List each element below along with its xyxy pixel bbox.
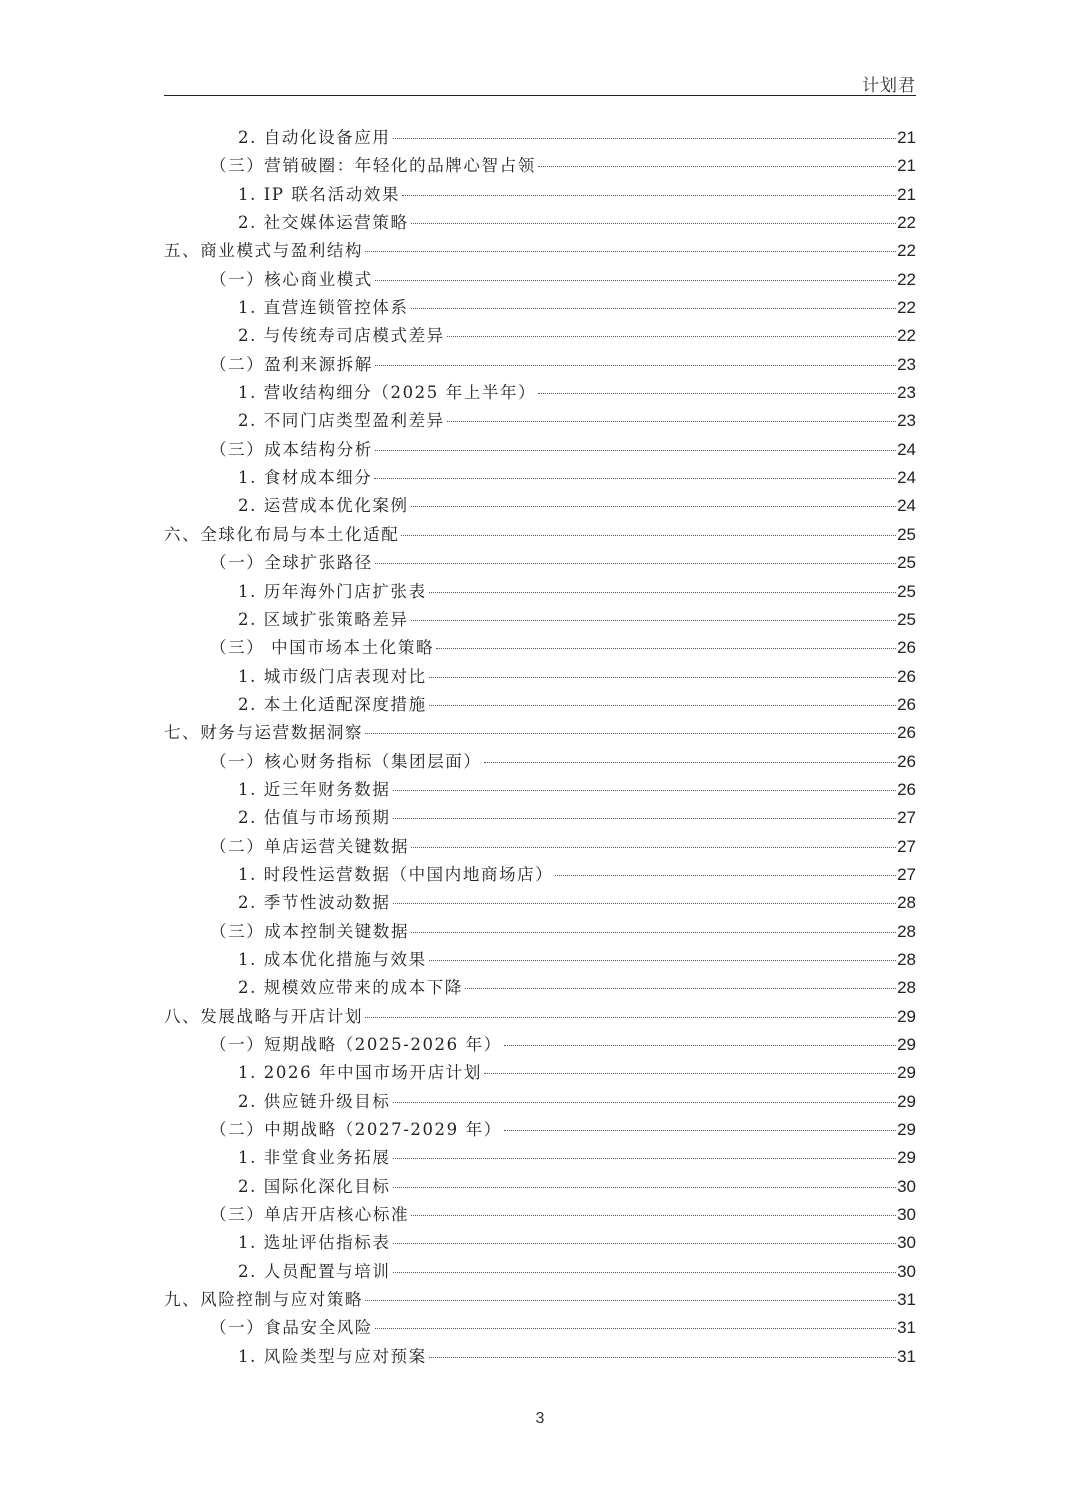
toc-entry[interactable] bbox=[164, 634, 916, 662]
toc-entry-title: 2. 区域扩张策略差异 bbox=[238, 609, 409, 629]
toc-entry-title: （一）食品安全风险 bbox=[210, 1318, 373, 1338]
toc-entry-page: 28 bbox=[897, 978, 916, 998]
toc-entry-title: 1. 近三年财务数据 bbox=[238, 779, 391, 799]
toc-dot-leader bbox=[429, 960, 896, 961]
toc-dot-leader bbox=[411, 308, 896, 309]
toc-entry-page: 26 bbox=[897, 723, 916, 743]
toc-entry-page: 23 bbox=[897, 411, 916, 431]
toc-entry[interactable] bbox=[164, 436, 916, 464]
toc-dot-leader bbox=[375, 563, 896, 564]
toc-entry[interactable] bbox=[164, 776, 916, 804]
toc-entry-page: 26 bbox=[897, 638, 916, 658]
toc-entry-page: 22 bbox=[897, 241, 916, 261]
toc-entry-title: 七、财务与运营数据洞察 bbox=[164, 723, 364, 743]
toc-entry-title: （三）营销破圈：年轻化的品牌心智占领 bbox=[210, 156, 536, 176]
toc-entry[interactable] bbox=[164, 691, 916, 719]
toc-entry[interactable] bbox=[164, 492, 916, 520]
toc-entry-page: 27 bbox=[897, 836, 916, 856]
toc-entry-page: 25 bbox=[897, 524, 916, 544]
toc-entry-page: 22 bbox=[897, 269, 916, 289]
toc-entry-title: （三）成本结构分析 bbox=[210, 439, 373, 459]
toc-entry-page: 25 bbox=[897, 609, 916, 629]
toc-entry-page: 29 bbox=[897, 1120, 916, 1140]
toc-entry[interactable] bbox=[164, 379, 916, 407]
toc-dot-leader bbox=[411, 1215, 896, 1216]
toc-entry-title: （三）单店开店核心标准 bbox=[210, 1205, 410, 1225]
toc-entry[interactable] bbox=[164, 833, 916, 861]
toc-entry[interactable] bbox=[164, 407, 916, 435]
toc-dot-leader bbox=[447, 336, 896, 337]
toc-entry-title: 2. 自动化设备应用 bbox=[238, 128, 391, 147]
toc-entry-title: 2. 季节性波动数据 bbox=[238, 893, 391, 913]
toc-entry-page: 30 bbox=[897, 1261, 916, 1281]
toc-entry[interactable] bbox=[164, 1116, 916, 1144]
toc-entry-page: 31 bbox=[897, 1290, 916, 1310]
toc-entry[interactable] bbox=[164, 294, 916, 322]
toc-dot-leader bbox=[484, 762, 897, 763]
toc-dot-leader bbox=[504, 1130, 896, 1131]
page-header-title: 计划君 bbox=[862, 76, 916, 96]
toc-entry[interactable] bbox=[164, 209, 916, 237]
toc-entry-title: 1. 选址评估指标表 bbox=[238, 1233, 391, 1253]
toc-entry[interactable] bbox=[164, 1286, 916, 1314]
toc-entry-title: 2. 与传统寿司店模式差异 bbox=[238, 326, 445, 346]
toc-dot-leader bbox=[365, 251, 896, 252]
toc-entry[interactable] bbox=[164, 748, 916, 776]
toc-dot-leader bbox=[365, 733, 896, 734]
toc-entry-title: 1. 时段性运营数据（中国内地商场店） bbox=[238, 864, 554, 884]
toc-entry[interactable] bbox=[164, 606, 916, 634]
toc-entry-title: （二）中期战略（2027-2029 年） bbox=[210, 1120, 502, 1140]
toc-entry[interactable] bbox=[164, 464, 916, 492]
toc-entry[interactable] bbox=[164, 1258, 916, 1286]
toc-dot-leader bbox=[429, 592, 896, 593]
toc-dot-leader bbox=[436, 648, 896, 649]
toc-entry-page: 25 bbox=[897, 553, 916, 573]
toc-entry-title: 1. 历年海外门店扩张表 bbox=[238, 581, 427, 601]
toc-dot-leader bbox=[393, 790, 897, 791]
toc-entry-page: 24 bbox=[897, 439, 916, 459]
toc-entry-title: 2. 运营成本优化案例 bbox=[238, 496, 409, 516]
toc-entry[interactable] bbox=[164, 124, 916, 152]
toc-entry-page: 31 bbox=[897, 1346, 916, 1366]
header-divider bbox=[164, 95, 916, 96]
toc-entry[interactable] bbox=[164, 889, 916, 917]
toc-entry-title: 2. 本土化适配深度措施 bbox=[238, 694, 427, 714]
toc-entry-title: （三）成本控制关键数据 bbox=[210, 921, 410, 941]
toc-entry[interactable] bbox=[164, 918, 916, 946]
toc-entry-page: 25 bbox=[897, 581, 916, 601]
toc-entry[interactable] bbox=[164, 946, 916, 974]
toc-entry-page: 29 bbox=[897, 1035, 916, 1054]
toc-dot-leader bbox=[393, 1272, 897, 1273]
toc-dot-leader bbox=[429, 677, 896, 678]
toc-dot-leader bbox=[365, 1300, 896, 1301]
toc-entry[interactable] bbox=[164, 521, 916, 549]
toc-entry-title: 1. 风险类型与应对预案 bbox=[238, 1346, 427, 1366]
toc-entry-title: （一）全球扩张路径 bbox=[210, 553, 373, 573]
toc-dot-leader bbox=[393, 138, 897, 139]
toc-entry[interactable] bbox=[164, 974, 916, 1002]
toc-entry-title: （二）盈利来源拆解 bbox=[210, 354, 373, 374]
toc-entry-page: 22 bbox=[897, 213, 916, 233]
toc-entry-title: （二）单店运营关键数据 bbox=[210, 836, 410, 856]
toc-entry[interactable] bbox=[164, 1144, 916, 1172]
toc-entry-page: 26 bbox=[897, 694, 916, 714]
toc-entry-page: 24 bbox=[897, 468, 916, 488]
toc-dot-leader bbox=[401, 535, 896, 536]
toc-entry-page: 28 bbox=[897, 949, 916, 969]
toc-dot-leader bbox=[447, 421, 896, 422]
toc-dot-leader bbox=[393, 818, 897, 819]
toc-dot-leader bbox=[429, 1357, 896, 1358]
toc-dot-leader bbox=[375, 280, 896, 281]
toc-entry[interactable] bbox=[164, 152, 916, 180]
toc-entry[interactable] bbox=[164, 1003, 916, 1031]
toc-entry-title: （一）核心财务指标（集团层面） bbox=[210, 751, 482, 771]
toc-entry-title: 2. 社交媒体运营策略 bbox=[238, 213, 409, 233]
toc-entry[interactable] bbox=[164, 719, 916, 747]
toc-entry-page: 27 bbox=[897, 864, 916, 884]
toc-entry-title: 2. 规模效应带来的成本下降 bbox=[238, 978, 463, 998]
toc-dot-leader bbox=[393, 1158, 897, 1159]
toc-entry[interactable] bbox=[164, 578, 916, 606]
toc-entry-title: 1. 成本优化措施与效果 bbox=[238, 949, 427, 969]
toc-entry-page: 21 bbox=[897, 156, 916, 176]
toc-entry-title: （三） 中国市场本土化策略 bbox=[210, 638, 435, 658]
toc-dot-leader bbox=[411, 223, 896, 224]
toc-entry[interactable] bbox=[164, 237, 916, 265]
toc-entry[interactable] bbox=[164, 1031, 916, 1059]
toc-dot-leader bbox=[465, 988, 896, 989]
page-number: 3 bbox=[535, 1410, 545, 1427]
toc-dot-leader bbox=[429, 705, 896, 706]
toc-entry-page: 22 bbox=[897, 298, 916, 318]
toc-entry-title: 2. 供应链升级目标 bbox=[238, 1091, 391, 1111]
toc-dot-leader bbox=[504, 1045, 896, 1046]
toc-entry-title: 1. 2026 年中国市场开店计划 bbox=[238, 1063, 482, 1083]
toc-dot-leader bbox=[538, 393, 896, 394]
toc-entry[interactable] bbox=[164, 1201, 916, 1229]
toc-entry-page: 21 bbox=[897, 184, 916, 204]
toc-dot-leader bbox=[411, 847, 896, 848]
toc-entry[interactable] bbox=[164, 1343, 916, 1371]
toc-dot-leader bbox=[402, 195, 896, 196]
toc-dot-leader bbox=[411, 932, 896, 933]
toc-entry-title: 九、风险控制与应对策略 bbox=[164, 1290, 364, 1310]
toc-entry[interactable] bbox=[164, 861, 916, 889]
toc-entry[interactable] bbox=[164, 266, 916, 294]
toc-entry-title: 1. 直营连锁管控体系 bbox=[238, 298, 409, 318]
toc-entry-page: 24 bbox=[897, 496, 916, 516]
toc-dot-leader bbox=[538, 166, 896, 167]
toc-entry[interactable] bbox=[164, 1229, 916, 1257]
table-of-contents bbox=[164, 124, 916, 1371]
toc-entry-title: 2. 估值与市场预期 bbox=[238, 808, 391, 828]
toc-entry-title: 1. 非堂食业务拓展 bbox=[238, 1148, 391, 1168]
toc-entry-page: 28 bbox=[897, 893, 916, 913]
toc-entry[interactable] bbox=[164, 1059, 916, 1087]
toc-entry-title: （一）核心商业模式 bbox=[210, 269, 373, 289]
toc-entry[interactable] bbox=[164, 1088, 916, 1116]
toc-entry-title: 2. 人员配置与培训 bbox=[238, 1261, 391, 1281]
toc-entry-page: 26 bbox=[897, 751, 916, 771]
toc-dot-leader bbox=[393, 903, 897, 904]
toc-entry[interactable] bbox=[164, 549, 916, 577]
toc-entry[interactable] bbox=[164, 351, 916, 379]
toc-dot-leader bbox=[365, 1017, 896, 1018]
toc-entry-page: 22 bbox=[897, 326, 916, 346]
toc-entry-title: 八、发展战略与开店计划 bbox=[164, 1006, 364, 1026]
toc-entry[interactable] bbox=[164, 181, 916, 209]
toc-dot-leader bbox=[375, 365, 896, 366]
toc-entry[interactable] bbox=[164, 663, 916, 691]
toc-entry-title: 2. 国际化深化目标 bbox=[238, 1176, 391, 1196]
toc-entry-page: 29 bbox=[897, 1063, 916, 1083]
toc-entry-page: 26 bbox=[897, 666, 916, 686]
toc-entry-title: （一）短期战略（2025-2026 年） bbox=[210, 1035, 502, 1054]
toc-dot-leader bbox=[484, 1073, 896, 1074]
toc-entry-title: 六、全球化布局与本土化适配 bbox=[164, 524, 400, 544]
toc-dot-leader bbox=[393, 1102, 897, 1103]
toc-dot-leader bbox=[411, 620, 896, 621]
toc-dot-leader bbox=[393, 1243, 897, 1244]
toc-entry[interactable] bbox=[164, 1173, 916, 1201]
toc-entry-title: 2. 不同门店类型盈利差异 bbox=[238, 411, 445, 431]
toc-dot-leader bbox=[393, 1187, 897, 1188]
toc-dot-leader bbox=[375, 1328, 896, 1329]
toc-dot-leader bbox=[411, 506, 896, 507]
toc-entry-page: 23 bbox=[897, 383, 916, 403]
toc-entry-page: 29 bbox=[897, 1006, 916, 1026]
toc-entry-page: 21 bbox=[897, 128, 916, 147]
toc-entry-page: 26 bbox=[897, 779, 916, 799]
toc-entry-page: 23 bbox=[897, 354, 916, 374]
toc-entry-page: 30 bbox=[897, 1205, 916, 1225]
toc-entry[interactable] bbox=[164, 1314, 916, 1342]
toc-entry-page: 30 bbox=[897, 1233, 916, 1253]
toc-dot-leader bbox=[375, 450, 896, 451]
toc-dot-leader bbox=[555, 875, 896, 876]
toc-entry-page: 29 bbox=[897, 1148, 916, 1168]
toc-entry[interactable] bbox=[164, 804, 916, 832]
toc-entry-page: 28 bbox=[897, 921, 916, 941]
toc-entry-page: 30 bbox=[897, 1176, 916, 1196]
toc-entry-page: 29 bbox=[897, 1091, 916, 1111]
toc-entry-title: 1. 食材成本细分 bbox=[238, 468, 373, 488]
toc-entry[interactable] bbox=[164, 322, 916, 350]
toc-entry-page: 31 bbox=[897, 1318, 916, 1338]
toc-entry-page: 27 bbox=[897, 808, 916, 828]
toc-entry-title: 1. 城市级门店表现对比 bbox=[238, 666, 427, 686]
toc-dot-leader bbox=[374, 478, 896, 479]
toc-entry-title: 1. 营收结构细分（2025 年上半年） bbox=[238, 383, 537, 403]
toc-entry-title: 1. IP 联名活动效果 bbox=[238, 184, 401, 204]
toc-entry-title: 五、商业模式与盈利结构 bbox=[164, 241, 364, 261]
